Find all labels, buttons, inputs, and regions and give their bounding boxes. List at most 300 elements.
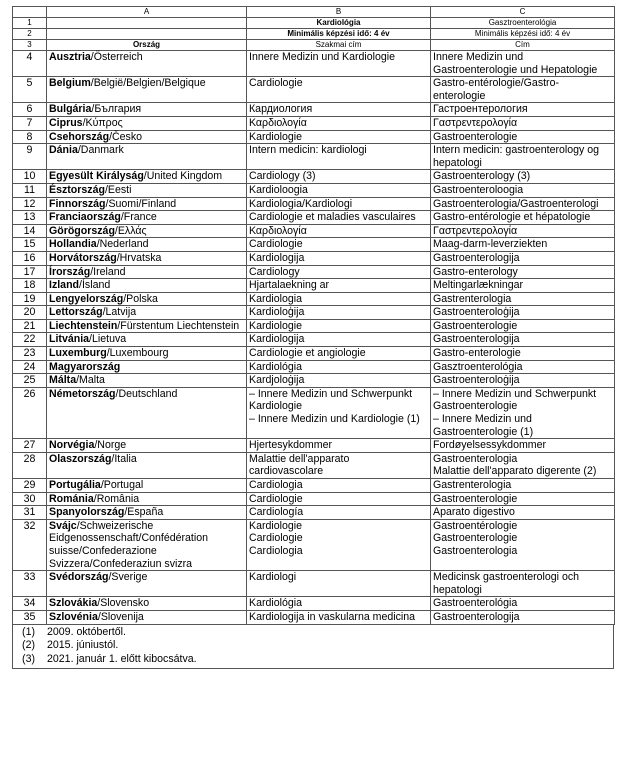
cell-line: Gasztroenterológia — [433, 360, 523, 373]
footnote — [13, 639, 613, 653]
cell-line: Medicinsk gastroenterologi och — [433, 571, 580, 584]
country-cell[interactable] — [47, 238, 247, 252]
row-number[interactable]: 22 — [13, 333, 47, 347]
footnote-text: 2009. októbertől. — [47, 625, 126, 638]
cell-line: Gastroenterologia/Gastroenterologi — [433, 197, 599, 210]
column-header-a[interactable]: A — [47, 7, 247, 18]
cell-line: Cardiologie — [249, 77, 303, 90]
row-number[interactable]: 34 — [13, 597, 47, 611]
cell-line: Gastro-entérologie et hépatologie — [433, 211, 591, 224]
footnote-marker: (2) — [22, 639, 35, 652]
cardiology-title-cell[interactable] — [247, 360, 431, 374]
cell-line: Intern medicin: gastroenterology og — [433, 144, 600, 157]
cardiology-title-cell[interactable] — [247, 306, 431, 320]
row-number[interactable]: 11 — [13, 183, 47, 197]
cell-line: – Innere Medizin und Schwerpunkt — [433, 387, 597, 400]
cell-line: Gastroenterologie (1) — [433, 425, 534, 438]
country-cell[interactable] — [47, 360, 247, 374]
country-cell[interactable] — [47, 292, 247, 306]
cell-line: Cardiology — [249, 265, 300, 278]
cell-line: Kardiologia/Kardiologi — [249, 197, 353, 210]
gastro-title-cell[interactable] — [431, 452, 615, 478]
table-row — [13, 130, 615, 144]
cell-line: Gastroenterology (3) — [433, 170, 531, 183]
cardiology-title-cell[interactable] — [247, 170, 431, 184]
row-number[interactable]: 23 — [13, 347, 47, 361]
country-cell[interactable] — [47, 51, 247, 77]
country-name-hu: Málta — [49, 374, 77, 387]
cell-line: Γαστρεντερολογία — [433, 224, 518, 237]
cardiology-title-cell[interactable] — [247, 279, 431, 293]
country-cell[interactable] — [47, 519, 247, 570]
row-number[interactable]: 12 — [13, 197, 47, 211]
country-name-native: /Portugal — [100, 479, 144, 491]
footnote — [13, 653, 613, 667]
country-name-hu: Németország — [49, 387, 116, 400]
country-name-hu: Lettország — [49, 306, 103, 319]
country-name-hu: Spanyolország — [49, 506, 125, 519]
country-cell[interactable] — [47, 597, 247, 611]
cell-line: Kardiológia — [249, 360, 303, 373]
footnote-text: 2015. júniustól. — [47, 639, 119, 652]
cell-line: Cardiologie et angiologie — [249, 347, 366, 360]
table-row — [13, 144, 615, 170]
row-number[interactable]: 7 — [13, 116, 47, 130]
cardiology-title-cell[interactable] — [247, 130, 431, 144]
country-cell[interactable] — [47, 251, 247, 265]
cell-line: Intern medicin: kardiologi — [249, 144, 367, 157]
cell-line: Cardiologie — [249, 238, 303, 251]
cell-line: Gastro-entérologie/Gastro- — [433, 77, 560, 90]
cardiology-title-cell[interactable] — [247, 597, 431, 611]
country-name-native: /Latvija — [102, 306, 137, 319]
gastro-title-cell[interactable] — [431, 197, 615, 211]
cell-line: Γαστρεντερολογία — [433, 116, 518, 129]
row-number[interactable]: 6 — [13, 103, 47, 117]
row-number[interactable]: 28 — [13, 452, 47, 478]
row-number[interactable]: 35 — [13, 610, 47, 624]
cardiology-title-cell[interactable] — [247, 77, 431, 103]
country-name-hu: Lengyelország — [49, 292, 124, 305]
cardiology-title-cell[interactable] — [247, 319, 431, 333]
cell-line: Kardiológia — [249, 597, 303, 610]
country-name-native: /Deutschland — [115, 387, 178, 400]
table-row — [13, 116, 615, 130]
cardiology-title-cell[interactable] — [247, 571, 431, 597]
country-cell[interactable] — [47, 347, 247, 361]
table-row — [13, 183, 615, 197]
row-number[interactable]: 16 — [13, 251, 47, 265]
cell-line: Kardjoloġija — [249, 374, 305, 387]
country-cell[interactable] — [47, 319, 247, 333]
country-name-hu: Svájc — [49, 519, 77, 532]
country-cell[interactable] — [47, 183, 247, 197]
cell-line: Malattie dell'apparato — [249, 452, 350, 465]
cardiology-title-cell[interactable] — [247, 51, 431, 77]
country-name-native: /Slovensko — [97, 597, 150, 610]
country-name-hu: Olaszország — [49, 452, 112, 465]
table-row — [13, 610, 615, 624]
cell-line: cardiovascolare — [249, 465, 324, 478]
table-row — [13, 197, 615, 211]
country-cell[interactable] — [47, 211, 247, 225]
table-row — [13, 224, 615, 238]
gastro-title-cell[interactable] — [431, 51, 615, 77]
row-number[interactable]: 26 — [13, 387, 47, 438]
gastro-title-cell[interactable] — [431, 506, 615, 520]
cardiology-title-cell[interactable] — [247, 506, 431, 520]
gastro-title-cell[interactable] — [431, 333, 615, 347]
gastro-title-cell[interactable] — [431, 238, 615, 252]
spreadsheet — [12, 6, 614, 669]
gastro-title-cell[interactable] — [431, 292, 615, 306]
gastro-title-cell[interactable] — [431, 116, 615, 130]
table-row — [13, 292, 615, 306]
gastro-title-cell[interactable] — [431, 374, 615, 388]
country-name-hu: Görögország — [49, 224, 115, 237]
country-name-hu: Liechtenstein — [49, 319, 118, 332]
cardiology-title-cell[interactable] — [247, 251, 431, 265]
country-name-native: /België/Belgien/Belgique — [90, 77, 206, 90]
country-cell[interactable] — [47, 279, 247, 293]
column-header-c[interactable]: C — [431, 7, 615, 18]
country-name-native: /Italia — [111, 452, 137, 465]
cell-line: Gastroenteroloģija — [433, 306, 520, 319]
row-number[interactable]: 21 — [13, 319, 47, 333]
row-number[interactable]: 9 — [13, 144, 47, 170]
cell-line: Kardioloģija — [249, 306, 305, 319]
table-row — [13, 479, 615, 493]
country-name-hu: Hollandia — [49, 238, 97, 251]
gastro-title-cell[interactable] — [431, 170, 615, 184]
gastro-title-cell[interactable] — [431, 387, 615, 438]
gastro-title-cell[interactable] — [431, 479, 615, 493]
cardiology-title-cell[interactable] — [247, 610, 431, 624]
cardiology-title-cell[interactable] — [247, 479, 431, 493]
row-number[interactable]: 8 — [13, 130, 47, 144]
table-row — [13, 170, 615, 184]
table-row — [13, 597, 615, 611]
cell-line: Meltingarlækningar — [433, 279, 524, 292]
country-name-native: /Česko — [109, 130, 143, 143]
row-number[interactable]: 25 — [13, 374, 47, 388]
country-cell[interactable] — [47, 103, 247, 117]
cell-a2[interactable] — [47, 29, 247, 40]
cell-line: Καρδιολογία — [249, 116, 307, 129]
country-name-native: /Polska — [123, 292, 158, 305]
gastro-title-cell[interactable] — [431, 571, 615, 597]
gastro-title-cell[interactable] — [431, 519, 615, 570]
row-number[interactable]: 1 — [13, 18, 47, 29]
gastro-title-cell[interactable] — [431, 492, 615, 506]
table-row — [13, 279, 615, 293]
country-name-native: /Fürstentum Liechtenstein — [117, 319, 240, 332]
row-number[interactable]: 17 — [13, 265, 47, 279]
cell-line: enterologie — [433, 89, 486, 102]
cell-line: Cardiology (3) — [249, 170, 316, 183]
cell-line: Gastroenterologie — [433, 319, 518, 332]
cell-line: Gastroenterologie — [433, 400, 518, 413]
cell-line: Gastroenterologie — [433, 532, 518, 545]
country-name-native: /Norge — [94, 439, 127, 452]
table-row — [13, 251, 615, 265]
cell-a1[interactable] — [47, 18, 247, 29]
country-cell[interactable] — [47, 374, 247, 388]
cell-line: Gastroenteroloogia — [433, 183, 524, 196]
table-row — [13, 333, 615, 347]
country-cell[interactable] — [47, 116, 247, 130]
row-number[interactable]: 27 — [13, 439, 47, 453]
row-number[interactable]: 32 — [13, 519, 47, 570]
cell-line: Кардиология — [249, 103, 313, 116]
gastro-title-cell[interactable] — [431, 224, 615, 238]
cell-line: Gastroenterologie und Hepatologie — [433, 63, 598, 76]
cell-line: Hjertesykdommer — [249, 439, 333, 452]
country-name-native: /España — [124, 506, 164, 519]
cell-line: Kardiologija — [249, 251, 305, 264]
gastro-title-cell[interactable] — [431, 597, 615, 611]
cardiology-title-cell[interactable] — [247, 183, 431, 197]
country-name-hu: Románia — [49, 492, 94, 505]
cell-line: – Innere Medizin und — [433, 413, 532, 426]
country-name-native: /Schweizerische Eidgenossenschaft/Confédération suisse/Confederazione Svizzera/Confederaziun svizra — [49, 519, 209, 570]
cardiology-title-cell[interactable] — [247, 144, 431, 170]
table-row — [13, 265, 615, 279]
country-name-native: /Κύπρος — [82, 116, 123, 129]
gastro-title-cell[interactable] — [431, 103, 615, 117]
cardiology-title-cell[interactable] — [247, 519, 431, 570]
header-row-3 — [13, 40, 615, 51]
cell-line: – Innere Medizin und Kardiologie (1) — [249, 413, 420, 426]
country-name-native: /Lietuva — [89, 333, 127, 346]
cardiology-title-cell[interactable] — [247, 439, 431, 453]
gastro-title-cell[interactable] — [431, 77, 615, 103]
row-number[interactable]: 2 — [13, 29, 47, 40]
country-name-hu: Bulgária — [49, 103, 92, 116]
country-name-hu: Ciprus — [49, 116, 83, 129]
cardiology-title-cell[interactable] — [247, 333, 431, 347]
row-number[interactable]: 29 — [13, 479, 47, 493]
country-name-hu: Svédország — [49, 571, 109, 584]
country-name-hu: Csehország — [49, 130, 110, 143]
country-cell[interactable] — [47, 130, 247, 144]
cardiology-title-cell[interactable] — [247, 452, 431, 478]
cardiology-title-cell[interactable] — [247, 197, 431, 211]
country-name-native: /Hrvatska — [116, 251, 162, 264]
row-number[interactable]: 20 — [13, 306, 47, 320]
cell-line: hepatologi — [433, 156, 482, 169]
cell-line: Gastro-enterology — [433, 265, 518, 278]
cardiology-title-cell[interactable] — [247, 238, 431, 252]
cell-line: Cardiologie et maladies vasculaires — [249, 211, 416, 224]
country-cell[interactable] — [47, 492, 247, 506]
cell-a3-country[interactable]: Ország — [47, 40, 247, 51]
cardiology-title-cell[interactable] — [247, 211, 431, 225]
table-row — [13, 387, 615, 438]
cell-c3-title[interactable]: Cím — [431, 40, 615, 51]
cardiology-title-cell[interactable] — [247, 116, 431, 130]
gastro-title-cell[interactable] — [431, 144, 615, 170]
cardiology-title-cell[interactable] — [247, 387, 431, 438]
country-cell[interactable] — [47, 265, 247, 279]
country-cell[interactable] — [47, 197, 247, 211]
country-name-hu: Litvánia — [49, 333, 90, 346]
table-row — [13, 506, 615, 520]
country-name-hu: Észtország — [49, 183, 105, 196]
cell-line: Malattie dell'apparato digerente (2) — [433, 465, 597, 478]
cell-line: Gastroenteroloġija — [433, 374, 520, 387]
country-name-hu: Írország — [49, 265, 91, 278]
gastro-title-cell[interactable] — [431, 610, 615, 624]
gastro-title-cell[interactable] — [431, 439, 615, 453]
country-name-native: /Sverige — [108, 571, 148, 584]
country-name-native: /France — [120, 211, 157, 224]
row-number[interactable]: 30 — [13, 492, 47, 506]
cell-b1-kardiologia[interactable]: Kardiológia — [247, 18, 431, 29]
row-number[interactable]: 31 — [13, 506, 47, 520]
country-name-native: /United Kingdom — [143, 170, 223, 183]
cell-line: Gastroenterologija — [433, 251, 520, 264]
cardiology-title-cell[interactable] — [247, 374, 431, 388]
cell-line: Innere Medizin und Kardiologie — [249, 51, 396, 63]
gastro-title-cell[interactable] — [431, 360, 615, 374]
cardiology-title-cell[interactable] — [247, 224, 431, 238]
corner-cell[interactable] — [13, 7, 47, 18]
table-row — [13, 492, 615, 506]
cell-line: Cardiologia — [249, 479, 303, 491]
row-number[interactable]: 24 — [13, 360, 47, 374]
country-cell[interactable] — [47, 387, 247, 438]
cell-line: Kardiologie — [249, 400, 303, 413]
cell-line: – Innere Medizin und Schwerpunkt — [249, 387, 413, 400]
country-cell[interactable] — [47, 479, 247, 493]
cell-b2-min-training[interactable]: Minimális képzési idő: 4 év — [247, 29, 431, 40]
row-number[interactable]: 18 — [13, 279, 47, 293]
cardiology-title-cell[interactable] — [247, 265, 431, 279]
row-number[interactable]: 13 — [13, 211, 47, 225]
country-name-native: /România — [93, 492, 140, 505]
cell-line: Kardiologija — [249, 333, 305, 346]
country-cell[interactable] — [47, 144, 247, 170]
country-name-native: /Slovenija — [97, 610, 144, 623]
cardiology-title-cell[interactable] — [247, 347, 431, 361]
gastro-title-cell[interactable] — [431, 347, 615, 361]
gastro-title-cell[interactable] — [431, 211, 615, 225]
cell-line: Gastro-enterologie — [433, 347, 521, 360]
country-name-hu: Izland — [49, 279, 80, 292]
country-name-hu: Norvégia — [49, 439, 95, 452]
country-name-native: /Ísland — [79, 279, 111, 292]
table-row — [13, 439, 615, 453]
row-number[interactable]: 4 — [13, 51, 47, 77]
cell-line: Gastroenterologia — [433, 544, 518, 557]
cell-c1-gasztro[interactable]: Gasztroenterológia — [431, 18, 615, 29]
cell-line: Gastroenterologie — [433, 130, 518, 143]
country-cell[interactable] — [47, 224, 247, 238]
cell-line: Gastroenterologie — [433, 492, 518, 505]
cell-line: Gastrenterologia — [433, 479, 512, 491]
footnote-marker: (1) — [22, 625, 35, 638]
country-name-native: /Luxembourg — [106, 347, 169, 360]
country-cell[interactable] — [47, 610, 247, 624]
country-cell[interactable] — [47, 306, 247, 320]
footnote-marker: (3) — [22, 652, 35, 665]
country-name-native: /България — [91, 103, 142, 116]
country-name-native: /Danmark — [77, 144, 124, 157]
cardiology-title-cell[interactable] — [247, 103, 431, 117]
country-cell[interactable] — [47, 170, 247, 184]
row-number[interactable]: 10 — [13, 170, 47, 184]
cell-line: hepatologi — [433, 583, 482, 596]
country-name-hu: Luxemburg — [49, 347, 107, 360]
cell-line: Gastroenterologija — [433, 610, 520, 623]
header-row-2 — [13, 29, 615, 40]
row-number[interactable]: 14 — [13, 224, 47, 238]
country-name-native: /Suomi/Finland — [105, 197, 177, 210]
table-row — [13, 319, 615, 333]
country-name-hu: Magyarország — [49, 360, 121, 373]
cardiology-title-cell[interactable] — [247, 292, 431, 306]
country-cell[interactable] — [47, 439, 247, 453]
specialty-table — [12, 6, 615, 625]
cell-line: Aparato digestivo — [433, 506, 515, 519]
cell-line: Gastroentérologie — [433, 519, 518, 532]
cell-line: Cardiologia — [249, 544, 303, 557]
cell-b3-title[interactable]: Szakmai cím — [247, 40, 431, 51]
cell-line: Cardiologie — [249, 532, 303, 545]
table-row — [13, 306, 615, 320]
table-row — [13, 374, 615, 388]
row-number[interactable]: 3 — [13, 40, 47, 51]
column-header-b[interactable]: B — [247, 7, 431, 18]
gastro-title-cell[interactable] — [431, 251, 615, 265]
row-number[interactable]: 19 — [13, 292, 47, 306]
country-name-native: /Österreich — [90, 51, 143, 63]
country-name-hu: Egyesült Királyság — [49, 170, 144, 183]
row-number[interactable]: 5 — [13, 77, 47, 103]
cell-line: Гастроентерология — [433, 103, 528, 116]
cell-line: Kardiologie — [249, 319, 303, 332]
table-row — [13, 77, 615, 103]
country-cell[interactable] — [47, 452, 247, 478]
row-number[interactable]: 15 — [13, 238, 47, 252]
gastro-title-cell[interactable] — [431, 319, 615, 333]
country-name-hu: Horvátország — [49, 251, 117, 264]
cell-c2-min-training[interactable]: Minimális képzési idő: 4 év — [431, 29, 615, 40]
gastro-title-cell[interactable] — [431, 130, 615, 144]
cardiology-title-cell[interactable] — [247, 492, 431, 506]
table-row — [13, 571, 615, 597]
country-cell[interactable] — [47, 571, 247, 597]
cell-line: Kardiologie — [249, 519, 303, 532]
gastro-title-cell[interactable] — [431, 306, 615, 320]
country-name-hu: Dánia — [49, 144, 78, 157]
country-name-native: /Malta — [76, 374, 105, 387]
cell-line: Kardiologi — [249, 571, 297, 584]
cell-line: Hjartalaekning ar — [249, 279, 330, 292]
country-cell[interactable] — [47, 506, 247, 520]
table-row — [13, 452, 615, 478]
country-name-native: /Eesti — [104, 183, 132, 196]
table-row — [13, 360, 615, 374]
gastro-title-cell[interactable] — [431, 265, 615, 279]
gastro-title-cell[interactable] — [431, 183, 615, 197]
country-cell[interactable] — [47, 333, 247, 347]
country-cell[interactable] — [47, 77, 247, 103]
cell-line: Gastroenterológia — [433, 597, 518, 610]
gastro-title-cell[interactable] — [431, 279, 615, 293]
row-number[interactable]: 33 — [13, 571, 47, 597]
